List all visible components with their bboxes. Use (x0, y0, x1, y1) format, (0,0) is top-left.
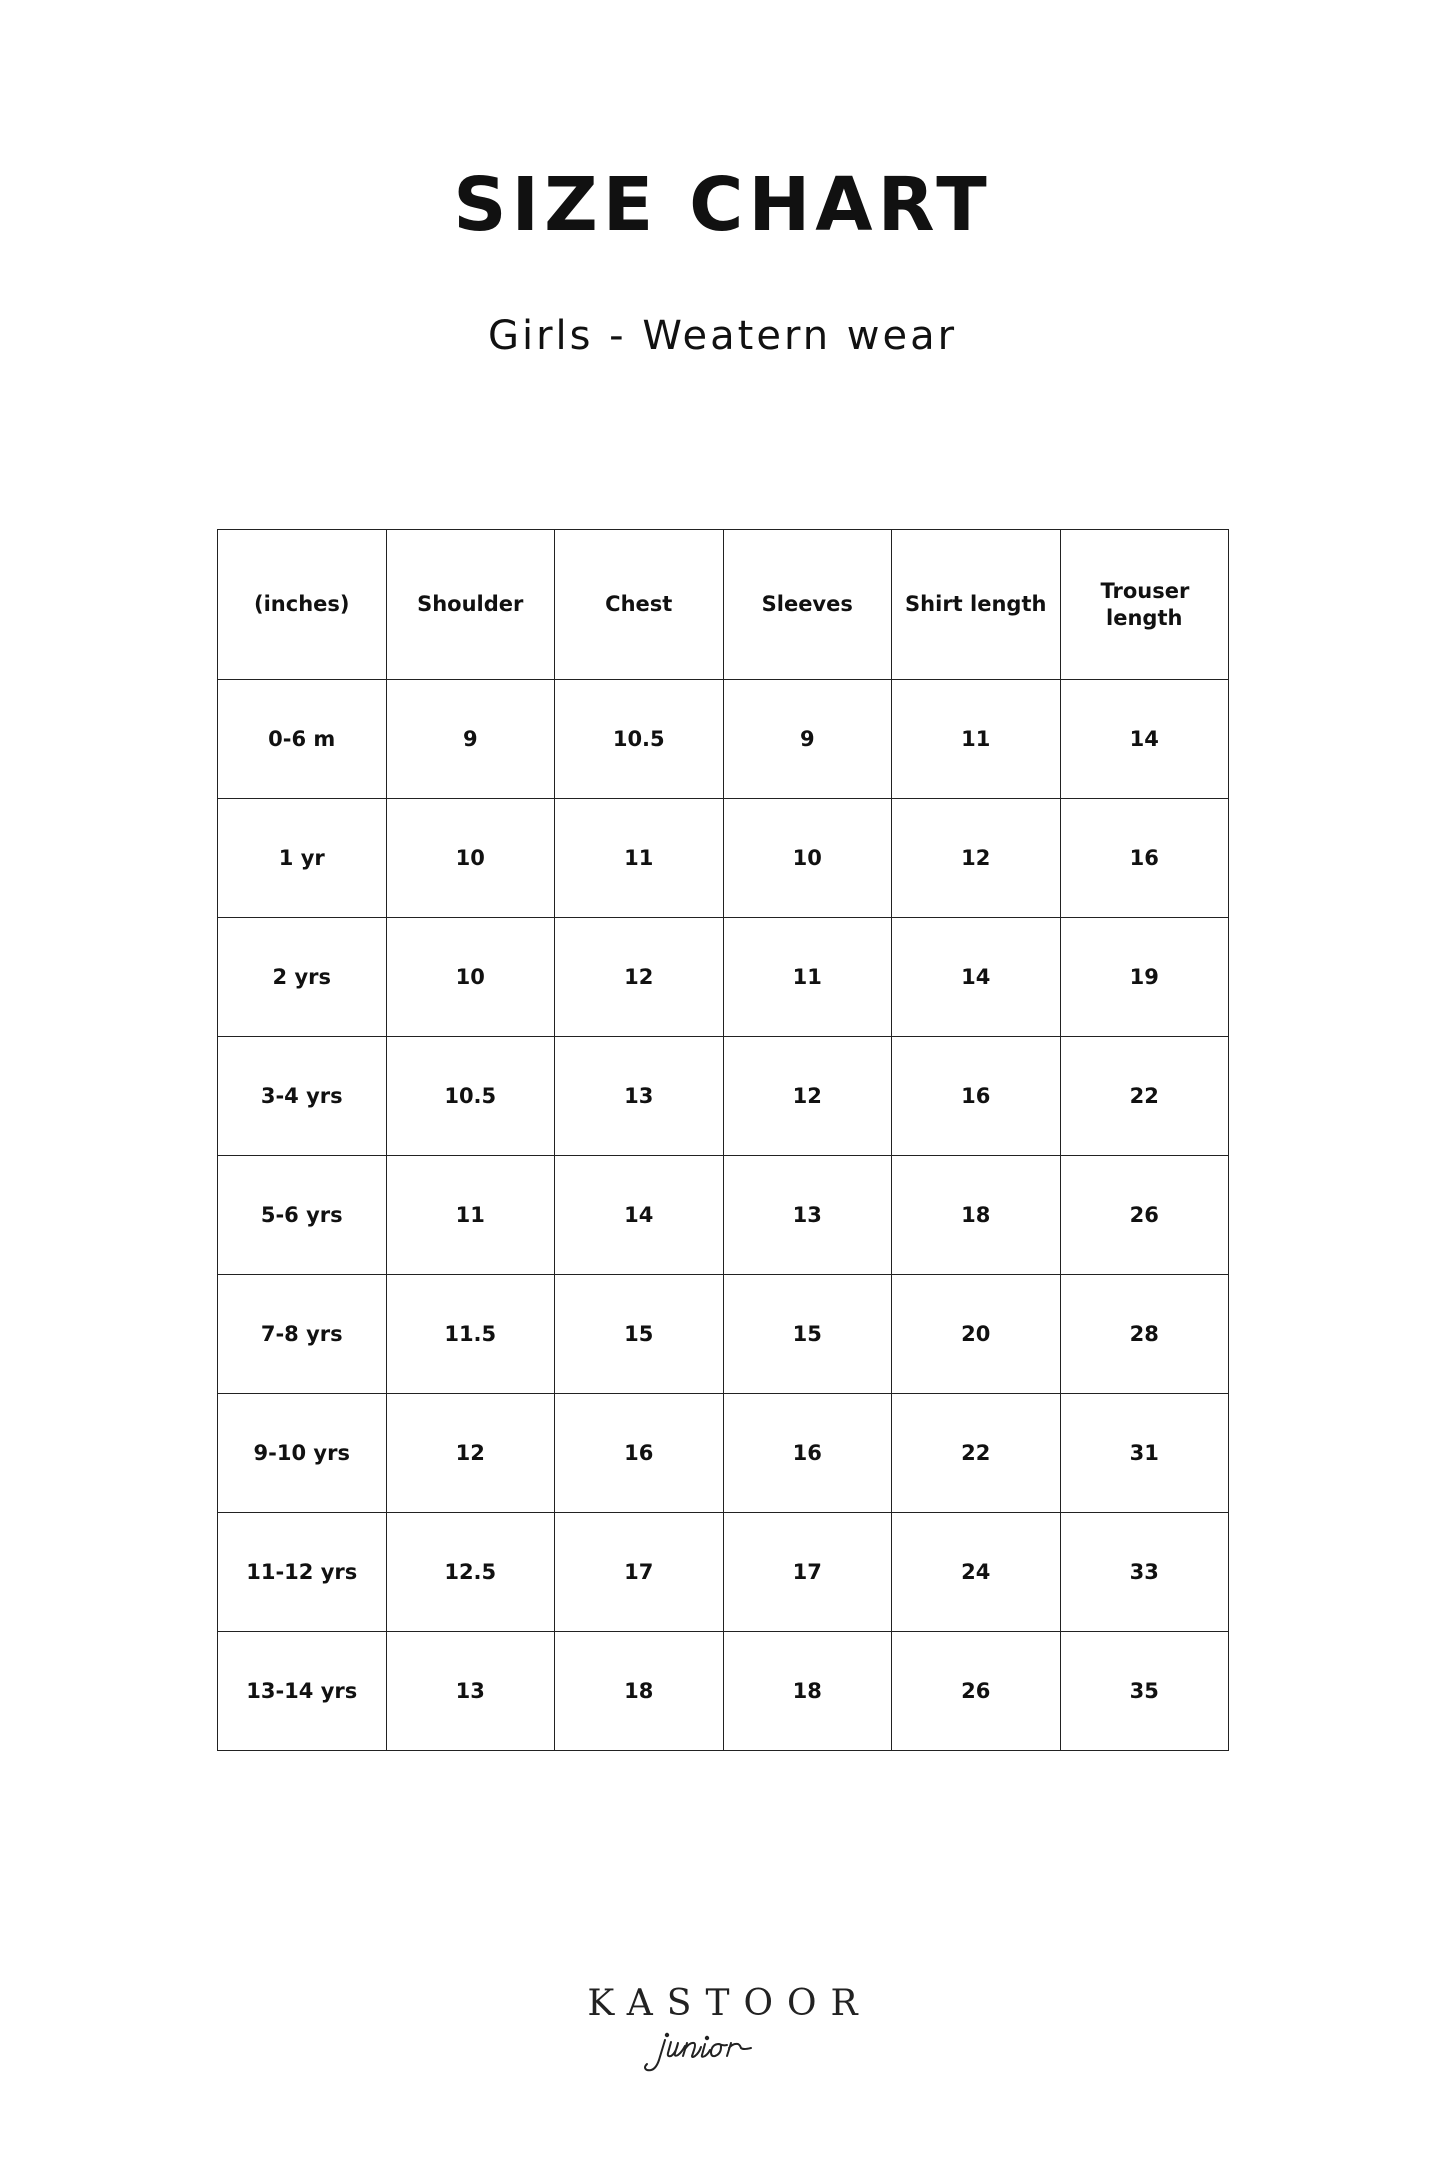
table-cell: 10.5 (555, 680, 724, 799)
table-cell: 26 (1060, 1156, 1229, 1275)
table-cell: 11 (555, 799, 724, 918)
column-header-shoulder: Shoulder (386, 530, 555, 680)
table-cell: 17 (555, 1513, 724, 1632)
column-header-trouser-length: Trouser length (1060, 530, 1229, 680)
table-row (218, 918, 1229, 1037)
page-title: SIZE CHART (453, 162, 992, 248)
table-cell: 13 (723, 1156, 892, 1275)
brand-logo (0, 1982, 1445, 2076)
table-row (218, 1394, 1229, 1513)
table-cell: 14 (1060, 680, 1229, 799)
table-cell-size: 11-12 yrs (218, 1513, 387, 1632)
table-row (218, 1513, 1229, 1632)
table-cell: 11 (723, 918, 892, 1037)
table-cell-size: 13-14 yrs (218, 1632, 387, 1751)
table-cell: 16 (723, 1394, 892, 1513)
table-cell: 35 (1060, 1632, 1229, 1751)
table-body (218, 680, 1229, 1751)
table-cell: 14 (892, 918, 1061, 1037)
table-cell: 10 (723, 799, 892, 918)
table-cell-size: 0-6 m (218, 680, 387, 799)
table-header (218, 530, 1229, 680)
table-cell: 13 (555, 1037, 724, 1156)
table-cell: 18 (723, 1632, 892, 1751)
table-cell: 12 (555, 918, 724, 1037)
table-cell-size: 3-4 yrs (218, 1037, 387, 1156)
table-cell: 19 (1060, 918, 1229, 1037)
table-cell: 11.5 (386, 1275, 555, 1394)
table-row (218, 680, 1229, 799)
table-cell: 14 (555, 1156, 724, 1275)
table-cell: 11 (892, 680, 1061, 799)
table-cell: 10 (386, 918, 555, 1037)
table-header-row (218, 530, 1229, 680)
table-cell: 9 (386, 680, 555, 799)
brand-tagline-script (643, 2026, 803, 2076)
table-cell: 12 (892, 799, 1061, 918)
table-cell: 22 (1060, 1037, 1229, 1156)
table-cell: 12 (723, 1037, 892, 1156)
table-cell: 28 (1060, 1275, 1229, 1394)
table-cell: 15 (723, 1275, 892, 1394)
table-cell: 10.5 (386, 1037, 555, 1156)
table-cell: 11 (386, 1156, 555, 1275)
table-cell-size: 2 yrs (218, 918, 387, 1037)
table-cell-size: 7-8 yrs (218, 1275, 387, 1394)
table-cell: 24 (892, 1513, 1061, 1632)
table-row (218, 1156, 1229, 1275)
column-header-unit: (inches) (218, 530, 387, 680)
table-cell: 18 (892, 1156, 1061, 1275)
table-cell: 16 (892, 1037, 1061, 1156)
table-cell: 26 (892, 1632, 1061, 1751)
table-cell: 16 (555, 1394, 724, 1513)
table-cell: 20 (892, 1275, 1061, 1394)
column-header-chest: Chest (555, 530, 724, 680)
table-row (218, 1275, 1229, 1394)
brand-name: KASTOOR (587, 1983, 872, 2024)
table-cell-size: 1 yr (218, 799, 387, 918)
table-cell: 15 (555, 1275, 724, 1394)
table-cell: 16 (1060, 799, 1229, 918)
size-chart-table (217, 529, 1229, 1751)
table-cell-size: 9-10 yrs (218, 1394, 387, 1513)
table-cell: 33 (1060, 1513, 1229, 1632)
page-subtitle: Girls - Weatern wear (487, 313, 958, 359)
column-header-sleeves: Sleeves (723, 530, 892, 680)
table-cell: 17 (723, 1513, 892, 1632)
table-cell: 12 (386, 1394, 555, 1513)
table-cell: 22 (892, 1394, 1061, 1513)
table-cell: 12.5 (386, 1513, 555, 1632)
table-cell: 18 (555, 1632, 724, 1751)
table-cell-size: 5-6 yrs (218, 1156, 387, 1275)
table-cell: 13 (386, 1632, 555, 1751)
column-header-shirt-length: Shirt length (892, 530, 1061, 680)
table-cell: 31 (1060, 1394, 1229, 1513)
table-cell: 10 (386, 799, 555, 918)
table-row (218, 799, 1229, 918)
table-row (218, 1632, 1229, 1751)
table-cell: 9 (723, 680, 892, 799)
table-row (218, 1037, 1229, 1156)
